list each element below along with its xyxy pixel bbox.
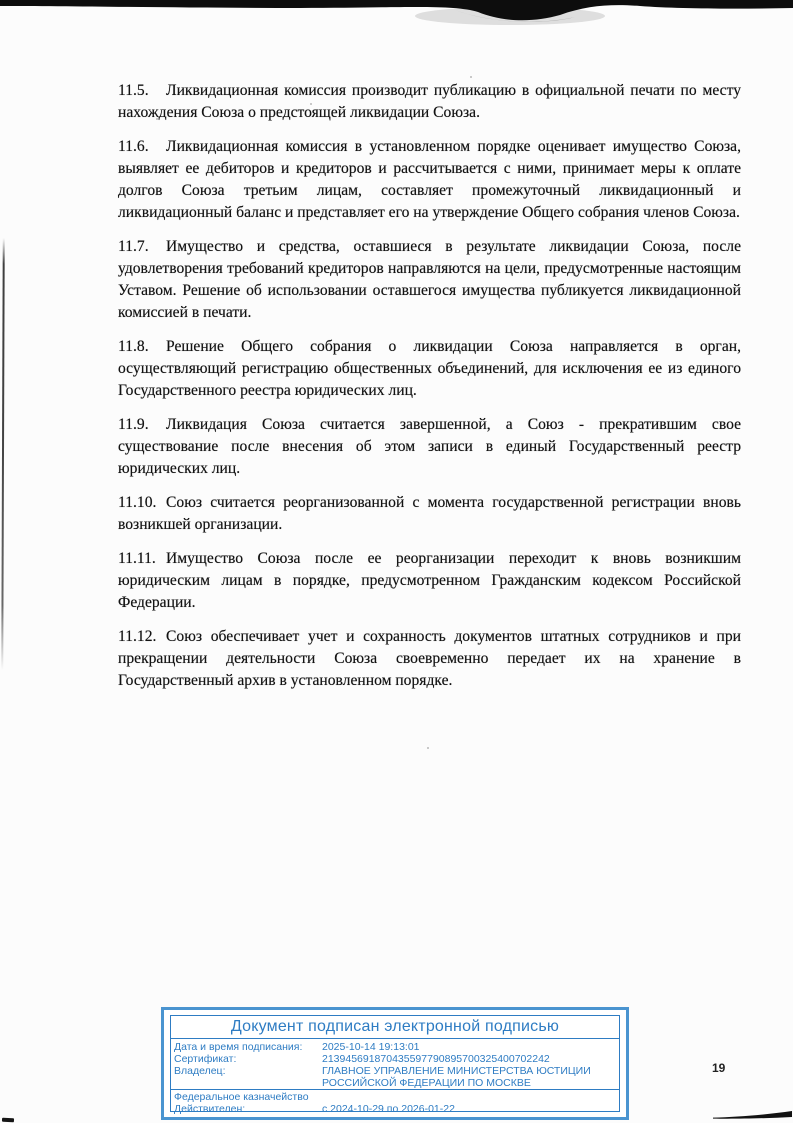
stamp-row-valid [174,1103,616,1115]
stamp-signed-label: Дата и время подписания: [174,1041,303,1053]
document-body [118,80,741,704]
paragraph-11-5 [118,80,741,124]
paragraph-text: Имущество и средства, оставшиеся в результате ликвидации Союза, после удовлетворения требований кредиторов направляются на цели, предусмотренные настоящим Уставом. Решение об использовании оставшегося имущества публикуется ликвидационной комиссией в печати. [118,238,741,321]
paragraph-11-10 [118,492,741,536]
stamp-valid-label: Действителен: [174,1103,246,1115]
stamp-valid-value: с 2024-10-29 по 2026-01-22 [322,1103,455,1115]
stamp-row-owner [174,1065,616,1089]
signature-stamp [161,1007,629,1120]
stamp-signed-value: 2025-10-14 19:13:01 [322,1041,420,1053]
signature-stamp-inner-frame [170,1015,620,1115]
paragraph-11-12 [118,626,741,692]
paragraph-text: Ликвидация Союза считается завершенной, а Союз - прекратившим свое существование после внесения об этом записи в единый Государственный реестр юридических лиц. [118,416,741,477]
paragraph-text: Имущество Союза после ее реорганизации переходит к вновь возникшим юридическим лицам в порядке, предусмотренном Гражданским кодексом Российской Федерации. [118,550,741,611]
stamp-certificate-label: Сертификат: [174,1053,237,1065]
paragraph-number: 11.9. [118,416,149,433]
paragraph-text: Союз считается реорганизованной с момента государственной регистрации вновь возникшей организации. [118,494,741,533]
stamp-row-treasury [174,1091,616,1103]
paragraph-11-6 [118,136,741,224]
paragraph-number: 11.10. [118,494,157,511]
stamp-owner-value [322,1065,616,1089]
paragraph-11-7 [118,236,741,324]
stamp-rows-top [171,1039,619,1089]
paragraph-text: Решение Общего собрания о ликвидации Союза направляется в орган, осуществляющий регистрацию общественных объединений, для исключения ее из единого Государственного реестра юридических лиц. [118,338,741,399]
stamp-owner-label: Владелец: [174,1065,226,1077]
stamp-treasury-label: Федеральное казначейство [174,1091,309,1103]
stamp-row-signed [174,1041,616,1053]
stamp-row-certificate [174,1053,616,1065]
paper-speck [470,76,472,78]
scan-bottom-left-mark [2,1118,14,1123]
stamp-certificate-value: 213945691870435597790895700325400702242 [322,1053,550,1065]
paragraph-number: 11.6. [118,138,149,155]
stamp-owner-value-line1: ГЛАВНОЕ УПРАВЛЕНИЕ МИНИСТЕРСТВА ЮСТИЦИИ [322,1065,591,1077]
stamp-title: Документ подписан электронной подписью [171,1016,619,1039]
paragraph-number: 11.8. [118,338,149,355]
paragraph-text: Союз обеспечивает учет и сохранность документов штатных сотрудников и при прекращении деятельности Союза своевременно передает их на хранение в Государственный архив в установленном порядке. [118,628,741,689]
stamp-rows-bottom [171,1089,619,1117]
stamp-owner-value-line2: РОССИЙСКОЙ ФЕДЕРАЦИИ ПО МОСКВЕ [322,1077,531,1089]
page-number: 19 [712,1061,726,1075]
scan-bottom-right-mark [713,1109,793,1123]
paragraph-text: Ликвидационная комиссия в установленном порядке оценивает имущество Союза, выявляет ее дебиторов и кредиторов и рассчитывается с ними, принимает меры к оплате долгов Союза третьим лицам, составляет промежуточный ликвидационный и ликвидационный баланс и представляет его на утверждение Общего собрания членов Союза. [118,138,741,221]
paragraph-number: 11.11. [118,550,156,567]
paragraph-number: 11.7. [118,238,149,255]
scan-left-scratch-line [1,238,5,670]
paragraph-number: 11.5. [118,82,149,99]
paragraph-text: Ликвидационная комиссия производит публикацию в официальной печати по месту нахождения Союза о предстоящей ликвидации Союза. [118,82,741,121]
paragraph-11-9 [118,414,741,480]
paragraph-11-11 [118,548,741,614]
scan-top-edge-band [0,0,793,34]
paragraph-11-8 [118,336,741,402]
paragraph-number: 11.12. [118,628,157,645]
paper-speck [427,747,429,749]
